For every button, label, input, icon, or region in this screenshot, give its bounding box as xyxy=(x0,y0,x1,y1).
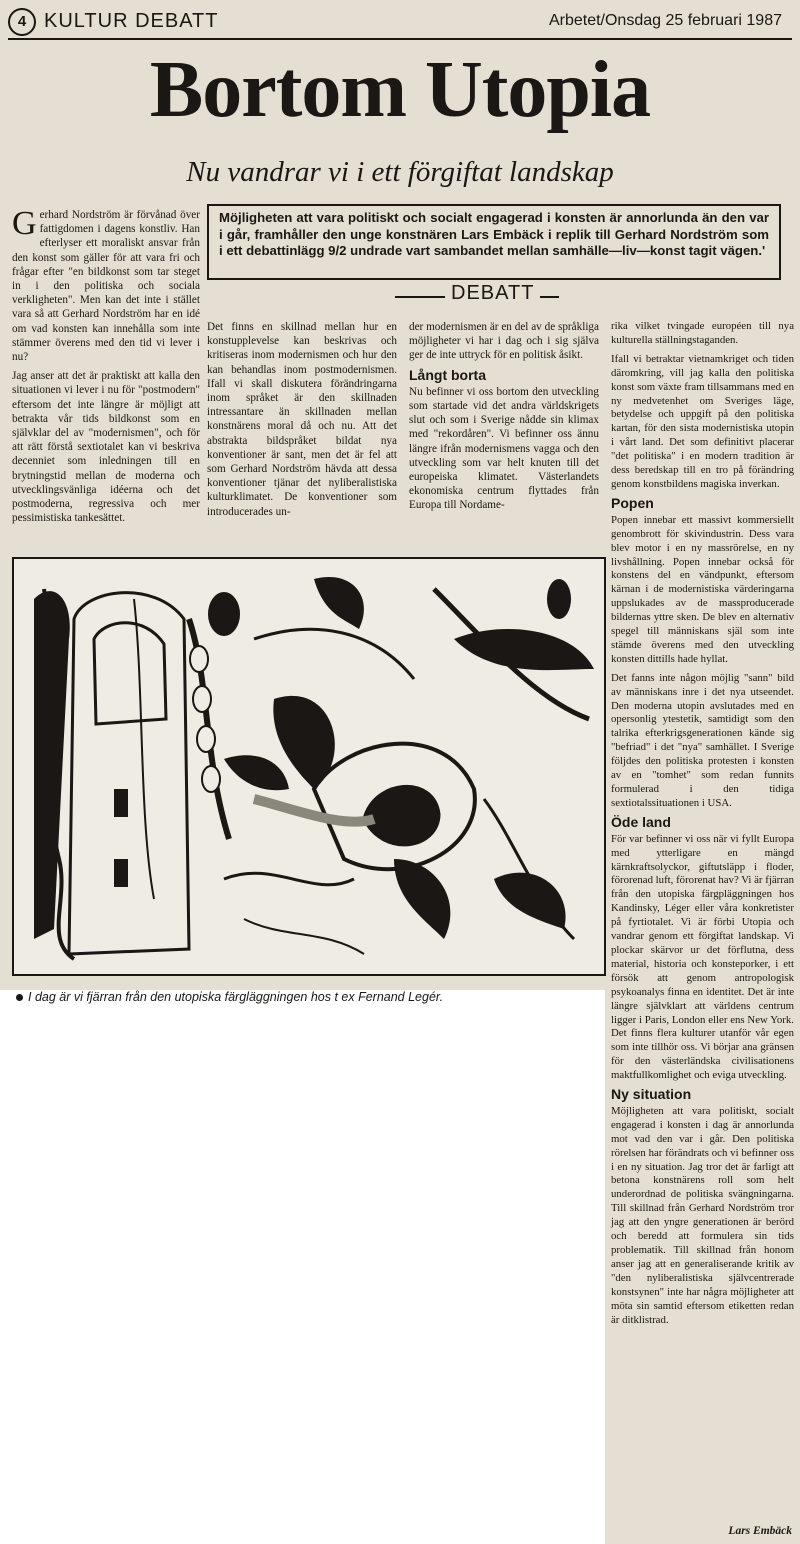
paragraph: Gerhard Nordström är förvånad över fattigdomen i dagens konstliv. Han efterlyser ett moraliskt ansvar från den konst som gäller för att vara fri och frågar efter "en bildkonst som tar steget in i den politiska och sociala verkligheten". Men kan det inte i stället vara så att Gerhard Nordström har en idé om vad konsten kan innehålla som inte stämmer överens med den tid vi lever i nu? xyxy=(12,205,200,364)
dateline: Arbetet/Onsdag 25 februari 1987 xyxy=(548,12,782,29)
author-signature: Lars Embäck xyxy=(728,1525,792,1537)
column-1 xyxy=(12,205,200,530)
pull-quote: Möjligheten att vara politiskt och socialt engagerad i konsten är annorlunda än den var i går, framhåller den unge konstnären Lars Embäck i replik till Gerhard Nordström som i ett debattinlägg 9/2 undrade vart sambandet mellan samhälle—liv—konst tagit vägen.' xyxy=(207,204,781,280)
column-2 xyxy=(207,320,397,524)
subheading: Långt borta xyxy=(409,366,486,383)
paragraph: Popen innebar ett massivt kommersiellt genombrott för skivindustrin. Dess vara blev motor i en ny massrörelse, en ny livshållning. Popen innebar också för konstens del en vändpunkt, eftersom kärnan i de modernistiska värderingarna uppslukades av de massproducerade bildernas yttre sken. De blev en alternativ spegel till människans själ som inte stämde överens med den utveckling konsten dittills hade hyllat. xyxy=(611,513,794,665)
page-header xyxy=(8,8,792,40)
paragraph: För var befinner vi oss när vi fyllt Europa med ytterligare en mängd kärnkraftsolyckor, giftutsläpp i floder, förorenad luft, förorenat hav? Vi är fjärran från den utopiska färgpläggningen hos Kandinsky, Léger eller våra konkretister på fyrtiotalet. Vi är förbi Utopia och vandrar genom ett förgiftat landskap. Vi plockar skärvor ur det förflutna, dess material, historia och konsteporker, i ett försök att genom antropologisk psykoanalys finna en identitet. Det är inte längre självklart att världens centrum ligger i Paris, London eller ens New York. Det finns flera kulturer utanför vår egen som inte tillhör oss. Vi börjar ana gränsen för den västerländska civilisationens maktfullkomlighet och eviga utveckling. xyxy=(611,832,794,1082)
paragraph: Jag anser att det är praktiskt att kalla den situationen vi lever i nu för "postmodern" eftersom det inte längre är möjligt att betrakta vår tids bildkonst som en självklar del av "modernismen", och för att rätt förstå sextiotalet kan vi beskriva decenniet som inledningen till en brytningstid mellan de moderna och utvecklingsvänliga idéerna och det postmoderna, regressiva och mer pessimistiska tankesättet. xyxy=(12,370,200,525)
paragraph: Ifall vi betraktar vietnamkriget och tiden däromkring, vill jag kalla den politiska konst som växte fram tillsammans med en ny medvetenhet om Sveriges läge, betydelse och uppgift på den politiska kartan, för den sista modernistiska utopin i vårt land. Det som definitivt placerar "det politiska" i en modern tradition är dess beredskap till en tro på förändring genom konstbildens magiska inverkan. xyxy=(611,352,794,490)
headline: Bortom Utopia xyxy=(149,46,651,134)
subheading: Ny situation xyxy=(611,1086,692,1103)
paragraph: der modernismen är en del av de språkliga möjligheter vi har i dag och i sig själva ger de inte uttryck för en politisk åsikt. xyxy=(409,321,599,362)
paragraph: Nu befinner vi oss bortom den utveckling som startade vid det andra världskrigets slut och som i Sverige nådde sin klimax med "rekordåren". Vi befinner oss ännu längre ifrån modernismens vagga och den utveckling som var helt knuten till det europeiska klimatet. Västerlandets ekonomiska centrum flyttades från Europa till Nordame- xyxy=(409,385,599,512)
column-4 xyxy=(611,320,794,1332)
paragraph: Möjligheten att vara politiskt, socialt engagerad i konsten i dag är annorlunda mot vad den var i går. Den politiska rörelsen har förändrats och vi befinner oss i en ny situation. Jag tror det är farligt att betona konstnärens roll som helt underordnad de politiska svängningarna. Till skillnad från Gerhard Nordström tror jag att den yngre generationen är berörd och beredd att formulera sin tids problematik. Till skillnad från honom anser jag att en generaliserande kritik av "den nyliberalistiska självcentrerade konstsynen" inte har några möjligheter att möta sin samtid eftersom etiketten redan är ditklistrad. xyxy=(611,1104,794,1326)
leger-artwork xyxy=(12,557,606,976)
subheading: Öde land xyxy=(611,813,671,830)
paragraph: Det fanns inte någon möjlig "sann" bild av människans inre i det nya utseendet. Den moderna utopin avslutades med en opersonlig ytestetik, samtidigt som den talrika efterkrigsgenerationen kände sig "befriad" i det "nya" samhället. I Sverige följdes den politiska protesten i konsten av en "tomhet" som redan funnits formulerad i den tidiga sextiotalssituationen i USA. xyxy=(611,671,794,809)
paragraph: rika vilket tvingade européen till nya kulturella ställningstaganden. xyxy=(611,320,794,346)
caption-bullet-icon xyxy=(16,994,23,1001)
subheadline: Nu vandrar vi i ett förgiftat landskap xyxy=(186,156,614,188)
paragraph: Det finns en skillnad mellan hur en konstupplevelse kan beskrivas och kritiseras inom modernismen och hur den kan behandlas inom postmodernismen. Ifall vi skall diskutera förändringarna inom språket är den skillnaden intressantare än skillnaden mellan konstnärens moral då och nu. Att det abstrakta bildspråket bildat nya konventioner är sant, men det är fel att som Gerhard Nordström hävda att dessa konventioner tjänar det nyliberalistiska kulturklimatet. De konventioner som introducerades un- xyxy=(207,321,397,518)
debatt-tag: DEBATT xyxy=(445,282,540,305)
artwork-illustration xyxy=(14,559,604,974)
drop-cap: G xyxy=(12,205,37,242)
section-label: KULTUR DEBATT xyxy=(44,10,219,32)
column-3 xyxy=(409,320,599,518)
page-number: 4 xyxy=(8,8,36,36)
subheading: Popen xyxy=(611,494,654,511)
image-caption: I dag är vi fjärran från den utopiska färgläggningen hos t ex Fernand Legér. xyxy=(16,990,443,1004)
